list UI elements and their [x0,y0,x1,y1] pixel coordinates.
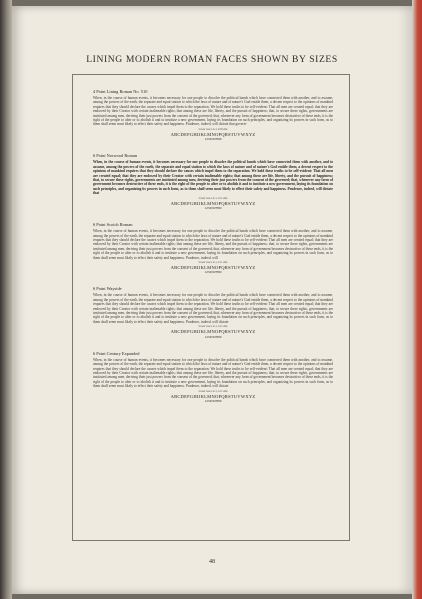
book-page [12,6,412,594]
specimen-text: When, in the course of human events, it becomes necessary for one people to dissolve the political bands which have connected them with another, and to assume, among the powers of the earth, the separate and equal station to which the laws of nature and of nature's God entitle them, a decent respect to the opinions of mankind requires that they should declare the causes which impel them to the separation. We hold these truths to be self-evident: That all men are created equal; that they are endowed by their Creator with certain inalienable rights; that among these are life, liberty, and the pursuit of happiness; that, to secure these rights, governments are instituted among men, deriving their just powers from the consent of the governed; that, whenever any form of government becomes destructive of these ends, it is the right of the people to alter or to abolish it and to institute a new government, laying its foundation on such principles, and organizing its powers in such form, as to them shall seem most likely to effect their safety and happiness. Prudence, indeed, will dictate [93,357,333,389]
specimen-title: 6 Point Norwood Roman [93,153,138,159]
specimen-title: 4 Point Lining Roman No. 510 [93,89,148,94]
specimen-title: 6 Point Wayside [93,286,122,292]
page-title: LINING MODERN ROMAN FACES SHOWN BY SIZES [86,54,338,65]
specimen-title: 6 Point Century Expanded [93,350,140,356]
specimen-measure: Lower case a to z, 12.1 ems [198,196,228,200]
specimen-capitals: ABCDEFGHIJKLMNOPQRSTUVWXYZ [170,264,256,270]
specimen-capitals: ABCDEFGHIJKLMNOPQRSTUVWXYZ [170,329,256,335]
specimen-figures: 1234567890 [204,270,222,275]
specimen-6pt-century-expanded [93,351,333,403]
book-binding-shadow [0,0,12,599]
specimen-frame [72,74,350,541]
specimen-capitals: ABCDEFGHIJKLMNOPQRSTUVWXYZ [170,393,256,399]
specimen-text: When, in the course of human events, it becomes necessary for one people to dissolve the political bands which have connected them with another, and to assume, among the powers of the earth, the separate and equal station to which the laws of nature and of nature's God entitle them, a decent respect to the opinions of mankind requires that they should declare the causes which impel them to the separation. We hold these truths to be self-evident: That all men are created equal; that they are endowed by their Creator with certain inalienable rights; that among these are life, liberty, and the pursuit of happiness; that, to secure these rights, governments are instituted among men, deriving their just powers from the consent of the governed; that, whenever any form of government becomes destructive of these ends, it is the right of the people to alter or to abolish it and to institute a new government, laying its foundation on such principles, and organizing its powers in such form, as to them shall seem most likely to effect their safety and happiness. Prudence, indeed, will dictate that [93,160,333,196]
specimen-text: When, in the course of human events, it becomes necessary for one people to dissolve the political bands which have connected them with another, and to assume, among the powers of the earth, the separate and equal station to which the laws of nature and of nature's God entitle them, a decent respect to the opinions of mankind requires that they should declare the causes which impel them to the separation. We hold these truths to be self-evident: That all men are created equal; that they are endowed by their Creator with certain inalienable rights; that among these are life, liberty, and the pursuit of happiness; that, to secure these rights, governments are instituted among men, deriving their just powers from the consent of the governed; that, whenever any form of government becomes destructive of these ends, it is the right of the people to alter or to abolish it and to institute a new government, laying its foundation on such principles, and organizing its powers in such form, as to them shall seem most likely to effect their safety and happiness. Prudence, indeed, will dictate that govern- [93,96,333,127]
specimen-text: When, in the course of human events, it becomes necessary for one people to dissolve the political bands which have connected them with another, and to assume, among the powers of the earth, the separate and equal station to which the laws of nature and of nature's God entitle them, a decent respect to the opinions of mankind requires that they should declare the causes which impel them to the separation. We hold these truths to be self-evident: That all men are created equal; that they are endowed by their Creator with certain inalienable rights; that among these are life, liberty, and the pursuit of happiness; that, to secure these rights, governments are instituted among men, deriving their just powers from the consent of the governed; that, whenever any form of government becomes destructive of these ends, it is the right of the people to alter or to abolish it and to institute a new government, laying its foundation on such principles, and organizing its powers in such form, as to them shall seem most likely to effect their safety and happiness. Prudence, indeed, will [93,229,333,260]
specimen-title: 6 Point Scotch Roman [93,222,133,228]
specimen-6pt-norwood-roman [93,153,333,210]
specimen-measure: Lower case a to z, 43.6 ems [198,127,228,131]
specimen-capitals: ABCDEFGHIJKLMNOPQRSTUVWXYZ [170,131,256,137]
specimen-4pt-lining-roman [93,89,333,141]
specimen-figures: 1234567890 [204,399,222,404]
specimen-measure: Lower case a to z, 12.1 ems [198,389,228,393]
page-number: 48 [209,559,215,565]
specimen-measure: Lower case a to z, 12.1 ems [198,260,228,264]
specimen-measure: Lower case a to z, 12.1 ems [198,325,228,329]
page-edge-red [412,0,422,599]
specimen-text: When, in the course of human events, it becomes necessary for one people to dissolve the political bands which have connected them with another, and to assume, among the powers of the earth, the separate and equal station to which the laws of nature and of nature's God entitle them, a decent respect to the opinions of mankind requires that they should declare the causes which impel them to the separation. We hold these truths to be self-evident: That all men are created equal; that they are endowed by their Creator with certain inalienable rights; that among these are life, liberty, and the pursuit of happiness; that, to secure these rights, governments are instituted among men, deriving their just powers from the consent of the governed; that, whenever any form of government becomes destructive of these ends, it is the right of the people to alter or to abolish it and to institute a new government, laying its foundation on such principles, and organizing its powers in such form, as to them shall seem most likely to effect their safety and happiness. Prudence, indeed, will dictate [93,293,333,324]
specimen-figures: 1234567890 [204,137,222,142]
specimen-6pt-scotch-roman [93,222,333,274]
specimen-figures: 1234567890 [204,334,222,339]
specimen-figures: 1234567890 [204,206,222,211]
specimen-6pt-wayside [93,286,333,338]
specimen-capitals: ABCDEFGHIJKLMNOPQRSTUVWXYZ [170,200,256,206]
